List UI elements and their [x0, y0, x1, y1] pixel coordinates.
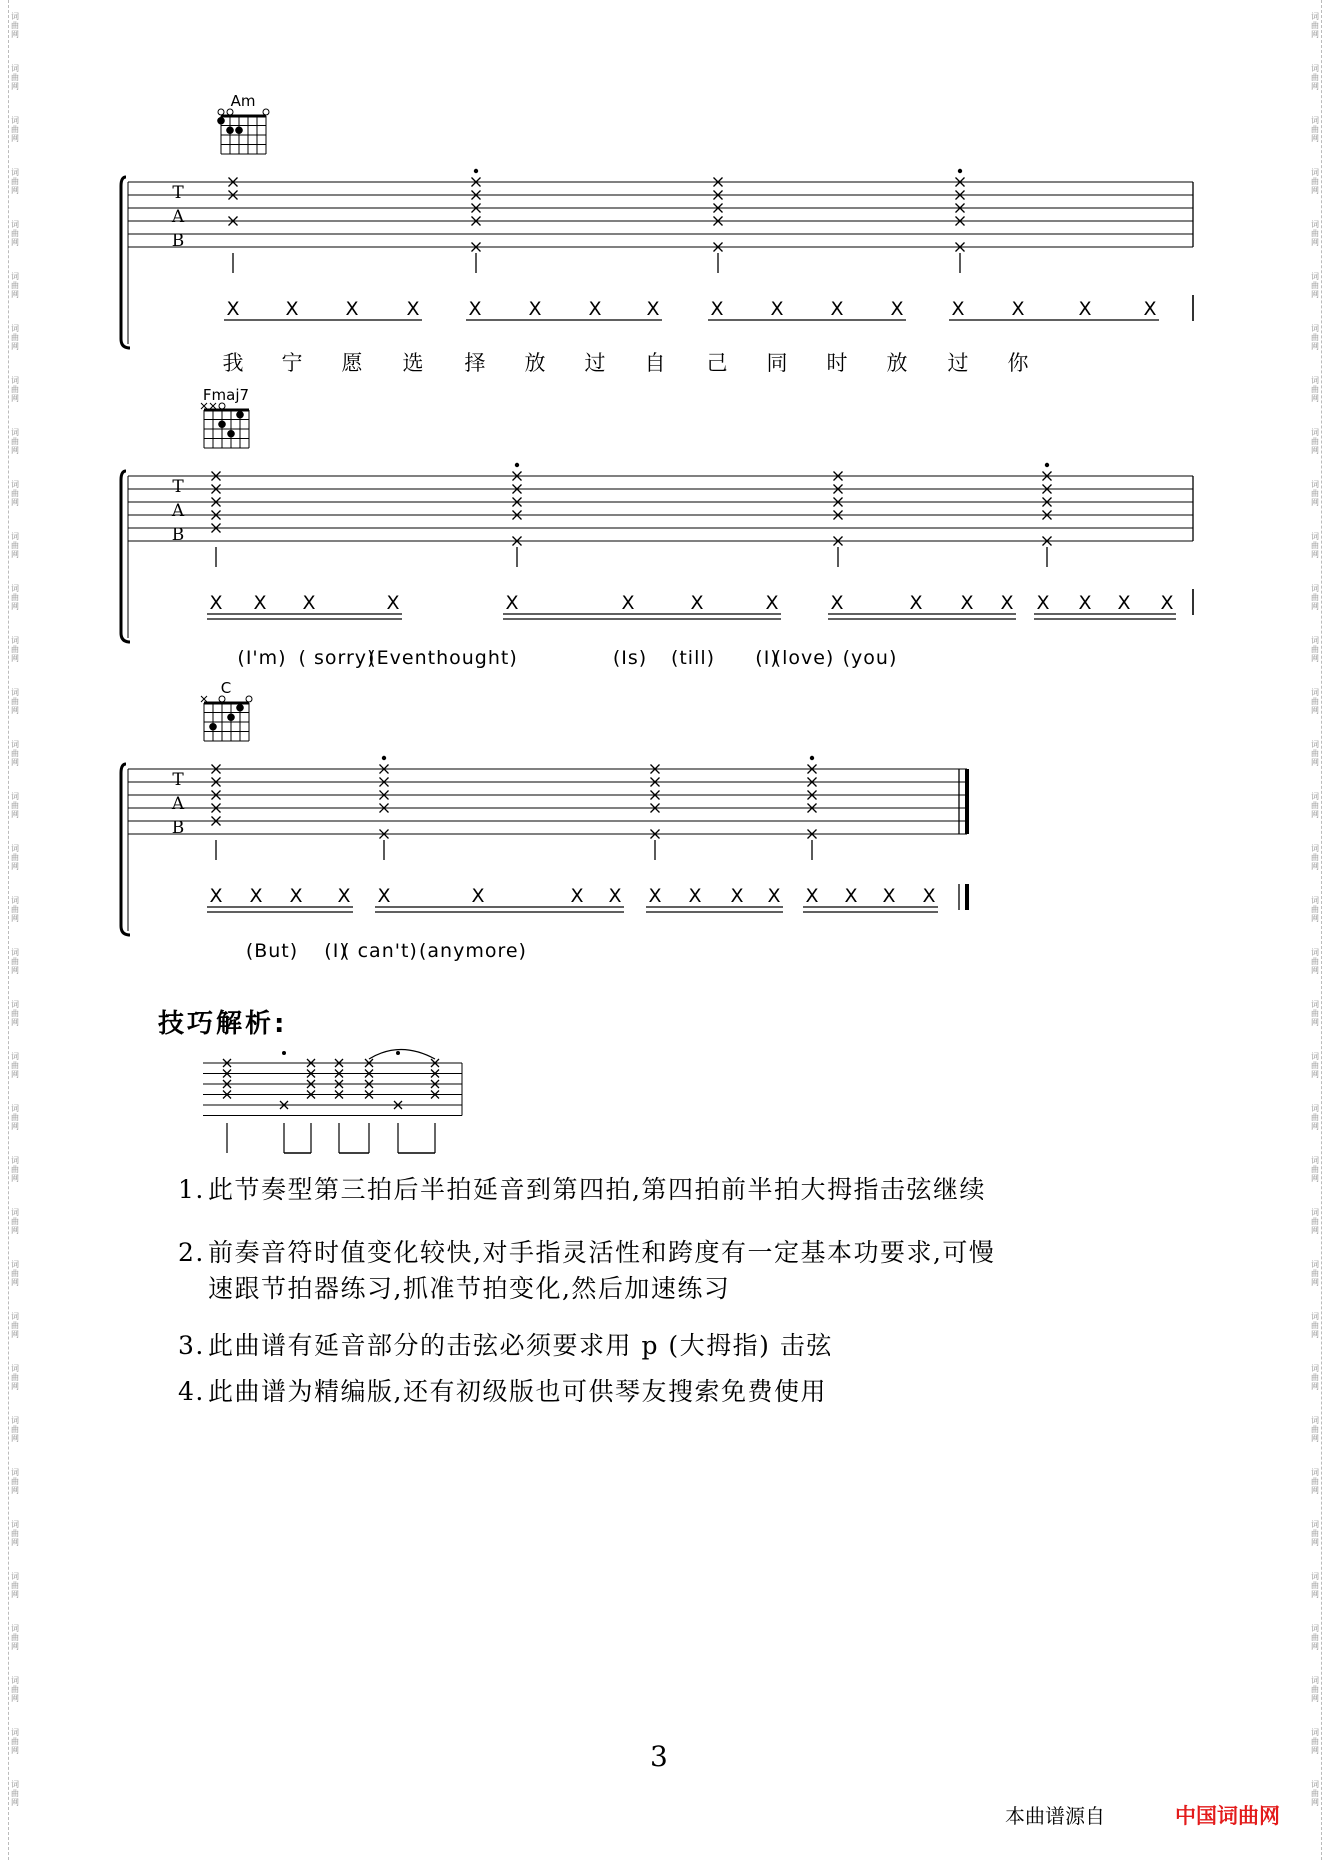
rhythm-x-mark: X	[528, 298, 542, 320]
tip-item-3	[178, 1328, 833, 1364]
side-watermark-text: 词 曲 网	[1311, 1624, 1319, 1651]
side-watermark-text: 词 曲 网	[11, 1312, 19, 1339]
side-watermark-text: 词 曲 网	[11, 896, 19, 923]
lyric-text: 自	[644, 351, 666, 375]
accent-dot	[515, 463, 519, 467]
lyric-text: 你	[1007, 351, 1029, 375]
rhythm-x-mark: X	[767, 885, 781, 907]
side-watermark-text: 词 曲 网	[11, 1572, 19, 1599]
tip-item-2	[178, 1235, 995, 1307]
rhythm-x-mark: X	[209, 592, 223, 614]
lyric-text: (I)	[755, 647, 779, 669]
rhythm-x-mark: X	[890, 298, 904, 320]
chord-finger-dot	[227, 713, 235, 721]
side-watermark-text: 词 曲 网	[1311, 1468, 1319, 1495]
rhythm-x-mark: X	[285, 298, 299, 320]
side-watermark-text: 词 曲 网	[11, 12, 19, 39]
lyric-text: 放	[524, 351, 546, 375]
system-bracket	[121, 471, 130, 642]
tab-clef-letter: A	[171, 794, 185, 814]
lyric-text: 宁	[281, 351, 303, 375]
side-watermark-text: 词 曲 网	[1311, 272, 1319, 299]
rhythm-x-mark: X	[289, 885, 303, 907]
chord-finger-dot	[236, 411, 244, 419]
footer-brand-link[interactable]: 中国词曲网	[1175, 1804, 1280, 1828]
lyric-text: (I)	[324, 940, 348, 962]
side-watermark-text: 词 曲 网	[1311, 740, 1319, 767]
chord-name: C	[220, 679, 232, 697]
chord-name: Fmaj7	[202, 386, 250, 404]
side-watermark-text: 词 曲 网	[1311, 64, 1319, 91]
chord-diagram-am	[217, 109, 269, 154]
lyric-text: 同	[766, 351, 788, 375]
rhythm-x-mark: X	[621, 592, 635, 614]
side-watermark-text: 词 曲 网	[11, 376, 19, 403]
side-watermark-text: 词 曲 网	[11, 1208, 19, 1235]
tab-clef-letter: A	[171, 207, 185, 227]
example-accent-dot	[396, 1051, 400, 1055]
rhythm-x-mark: X	[844, 885, 858, 907]
side-watermark-text: 词 曲 网	[1311, 1416, 1319, 1443]
lyric-text: 己	[706, 351, 728, 375]
rhythm-x-mark: X	[951, 298, 965, 320]
chord-finger-dot	[217, 117, 225, 125]
lyric-text: (Is)	[612, 647, 648, 669]
accent-dot	[958, 169, 962, 173]
lyric-text: (I'm)	[237, 647, 287, 669]
chord-finger-dot	[209, 723, 217, 731]
side-watermark-text: 词 曲 网	[1311, 584, 1319, 611]
rhythm-x-mark: X	[960, 592, 974, 614]
rhythm-x-mark: X	[909, 592, 923, 614]
rhythm-x-mark: X	[505, 592, 519, 614]
rhythm-x-mark: X	[765, 592, 779, 614]
side-watermark-text: 词 曲 网	[11, 324, 19, 351]
side-watermark-text: 词 曲 网	[11, 1260, 19, 1287]
side-watermark-text: 词 曲 网	[11, 688, 19, 715]
side-watermark-text: 词 曲 网	[1311, 1312, 1319, 1339]
side-watermark-text: 词 曲 网	[1311, 480, 1319, 507]
side-watermark-text: 词 曲 网	[11, 584, 19, 611]
tip-number: 4.	[178, 1377, 205, 1406]
side-watermark-text: 词 曲 网	[1311, 376, 1319, 403]
side-watermark-text: 词 曲 网	[1311, 1156, 1319, 1183]
lyric-text: (Eventhought)	[368, 647, 518, 669]
accent-dot	[382, 756, 386, 760]
rhythm-x-mark: X	[345, 298, 359, 320]
chord-finger-dot	[236, 704, 244, 712]
side-watermark-text: 词 曲 网	[11, 844, 19, 871]
accent-dot	[474, 169, 478, 173]
tab-clef-letter: T	[172, 477, 184, 497]
tab-clef-letter: B	[171, 818, 185, 838]
side-watermark-text: 词 曲 网	[11, 1468, 19, 1495]
chord-open-mark	[263, 109, 269, 115]
lyric-text: (till)	[670, 647, 716, 669]
tip-number: 2.	[178, 1238, 205, 1267]
side-watermark-text: 词 曲 网	[11, 792, 19, 819]
side-watermark-text: 词 曲 网	[1311, 428, 1319, 455]
rhythm-x-mark: X	[882, 885, 896, 907]
side-watermark-text: 词 曲 网	[1311, 220, 1319, 247]
side-watermark-text: 词 曲 网	[11, 1728, 19, 1755]
side-watermark-text: 词 曲 网	[1311, 844, 1319, 871]
tip-text: 此曲谱有延音部分的击弦必须要求用 p (大拇指) 击弦	[208, 1331, 833, 1360]
lyric-text: ( can't)	[342, 940, 418, 962]
rhythm-x-mark: X	[805, 885, 819, 907]
rhythm-x-mark: X	[608, 885, 622, 907]
side-watermark-text: 词 曲 网	[1311, 1000, 1319, 1027]
page-number: 3	[650, 1740, 668, 1773]
tip-number: 3.	[178, 1331, 205, 1360]
chord-finger-dot	[226, 126, 234, 134]
rhythm-x-mark: X	[377, 885, 391, 907]
rhythm-x-mark: X	[688, 885, 702, 907]
side-watermark-text: 词 曲 网	[1311, 688, 1319, 715]
side-watermark-text: 词 曲 网	[11, 1780, 19, 1807]
side-watermark-text: 词 曲 网	[1311, 532, 1319, 559]
lyric-text: (you)	[842, 647, 898, 669]
lyric-text: 择	[464, 351, 486, 375]
chord-finger-dot	[218, 420, 226, 428]
rhythm-x-mark: X	[922, 885, 936, 907]
side-watermark-text: 词 曲 网	[11, 272, 19, 299]
system-bracket	[121, 764, 130, 935]
lyric-text: 时	[826, 351, 848, 375]
lyric-text: 愿	[341, 351, 363, 375]
accent-dot	[1045, 463, 1049, 467]
side-watermark-text: 词 曲 网	[1311, 948, 1319, 975]
rhythm-x-mark: X	[646, 298, 660, 320]
side-watermark-text: 词 曲 网	[11, 220, 19, 247]
side-watermark-text: 词 曲 网	[11, 532, 19, 559]
rhythm-x-mark: X	[302, 592, 316, 614]
tip-item-4	[178, 1374, 827, 1410]
rhythm-x-mark: X	[406, 298, 420, 320]
side-watermark-text: 词 曲 网	[1311, 1104, 1319, 1131]
tab-clef-letter: B	[171, 231, 185, 251]
side-watermark-text: 词 曲 网	[11, 428, 19, 455]
lyric-text: ( sorry)	[298, 647, 376, 669]
side-watermark-text: 词 曲 网	[1311, 1520, 1319, 1547]
tab-clef-letter: T	[172, 183, 184, 203]
tab-clef-letter: A	[171, 501, 185, 521]
side-watermark-text: 词 曲 网	[1311, 116, 1319, 143]
side-watermark-text: 词 曲 网	[11, 1000, 19, 1027]
side-watermark-text: 词 曲 网	[1311, 324, 1319, 351]
side-watermark-text: 词 曲 网	[1311, 636, 1319, 663]
lyric-text: 过	[947, 351, 969, 375]
side-watermark-text: 词 曲 网	[11, 1364, 19, 1391]
rhythm-x-mark: X	[570, 885, 584, 907]
side-watermark-text: 词 曲 网	[1311, 1208, 1319, 1235]
example-accent-dot	[282, 1051, 286, 1055]
lyric-text: 放	[886, 351, 908, 375]
rhythm-x-mark: X	[226, 298, 240, 320]
rhythm-x-mark: X	[253, 592, 267, 614]
tips-title: 技巧解析:	[158, 1009, 288, 1039]
accent-dot	[810, 756, 814, 760]
rhythm-x-mark: X	[830, 298, 844, 320]
example-tie-arc	[369, 1050, 435, 1060]
tip-text: 前奏音符时值变化较快,对手指灵活性和跨度有一定基本功要求,可慢	[208, 1238, 996, 1267]
tip-text-continued: 速跟节拍器练习,抓准节拍变化,然后加速练习	[208, 1274, 731, 1303]
side-watermark-text: 词 曲 网	[11, 1104, 19, 1131]
side-watermark-text: 词 曲 网	[11, 168, 19, 195]
rhythm-x-mark: X	[1011, 298, 1025, 320]
side-watermark-text: 词 曲 网	[11, 1624, 19, 1651]
side-watermark-text: 词 曲 网	[11, 64, 19, 91]
side-watermark-text: 词 曲 网	[1311, 1780, 1319, 1807]
side-watermark-text: 词 曲 网	[11, 636, 19, 663]
rhythm-x-mark: X	[830, 592, 844, 614]
chord-open-mark	[246, 696, 252, 702]
side-watermark-text: 词 曲 网	[1311, 792, 1319, 819]
side-watermark-text: 词 曲 网	[1311, 1052, 1319, 1079]
rhythm-x-mark: X	[710, 298, 724, 320]
tip-item-1	[178, 1172, 986, 1208]
side-watermark-text: 词 曲 网	[1311, 1260, 1319, 1287]
side-watermark-text: 词 曲 网	[1311, 1728, 1319, 1755]
rhythm-x-mark: X	[1078, 592, 1092, 614]
lyric-text: 我	[222, 351, 244, 375]
rhythm-x-mark: X	[209, 885, 223, 907]
tip-text: 此节奏型第三拍后半拍延音到第四拍,第四拍前半拍大拇指击弦继续	[208, 1175, 986, 1204]
chord-finger-dot	[227, 430, 235, 438]
side-watermark-text: 词 曲 网	[11, 1676, 19, 1703]
rhythm-x-mark: X	[770, 298, 784, 320]
rhythm-x-mark: X	[1000, 592, 1014, 614]
side-watermark-text: 词 曲 网	[1311, 168, 1319, 195]
rhythm-x-mark: X	[386, 592, 400, 614]
side-watermark-text: 词 曲 网	[11, 948, 19, 975]
chord-finger-dot	[235, 126, 243, 134]
chord-muted-mark	[201, 696, 207, 702]
tab-clef-letter: B	[171, 525, 185, 545]
rhythm-x-mark: X	[249, 885, 263, 907]
chord-open-mark	[218, 109, 224, 115]
tab-clef-letter: T	[172, 770, 184, 790]
side-watermark-text: 词 曲 网	[1311, 1572, 1319, 1599]
side-watermark-text: 词 曲 网	[11, 1416, 19, 1443]
side-watermark-text: 词 曲 网	[11, 1156, 19, 1183]
lyric-text: (love)	[773, 647, 835, 669]
footer-source-label: 本曲谱源自	[1005, 1804, 1105, 1828]
side-watermark-text: 词 曲 网	[1311, 896, 1319, 923]
system-bracket	[121, 177, 130, 348]
tip-text: 此曲谱为精编版,还有初级版也可供琴友搜索免费使用	[208, 1377, 827, 1406]
rhythm-x-mark: X	[1160, 592, 1174, 614]
rhythm-x-mark: X	[730, 885, 744, 907]
side-watermark-text: 词 曲 网	[11, 1520, 19, 1547]
rhythm-x-mark: X	[588, 298, 602, 320]
tip-number: 1.	[178, 1175, 205, 1204]
rhythm-x-mark: X	[1036, 592, 1050, 614]
side-watermark-text: 词 曲 网	[11, 480, 19, 507]
rhythm-x-mark: X	[471, 885, 485, 907]
lyric-text: (anymore)	[419, 940, 527, 962]
rhythm-x-mark: X	[1117, 592, 1131, 614]
lyric-text: 过	[584, 351, 606, 375]
rhythm-x-mark: X	[337, 885, 351, 907]
side-watermark-text: 词 曲 网	[1311, 1676, 1319, 1703]
side-watermark-text: 词 曲 网	[11, 1052, 19, 1079]
rhythm-x-mark: X	[468, 298, 482, 320]
rhythm-x-mark: X	[1143, 298, 1157, 320]
side-watermark-text: 词 曲 网	[1311, 12, 1319, 39]
rhythm-x-mark: X	[690, 592, 704, 614]
rhythm-x-mark: X	[648, 885, 662, 907]
side-watermark-text: 词 曲 网	[11, 116, 19, 143]
rhythm-x-mark: X	[1078, 298, 1092, 320]
lyric-text: 选	[402, 351, 424, 375]
side-watermark-text: 词 曲 网	[11, 740, 19, 767]
lyric-text: (But)	[245, 940, 299, 962]
chord-diagram-fmaj7	[201, 403, 249, 448]
chord-diagram-c	[201, 696, 252, 741]
side-watermark-text: 词 曲 网	[1311, 1364, 1319, 1391]
chord-name: Am	[230, 92, 256, 110]
